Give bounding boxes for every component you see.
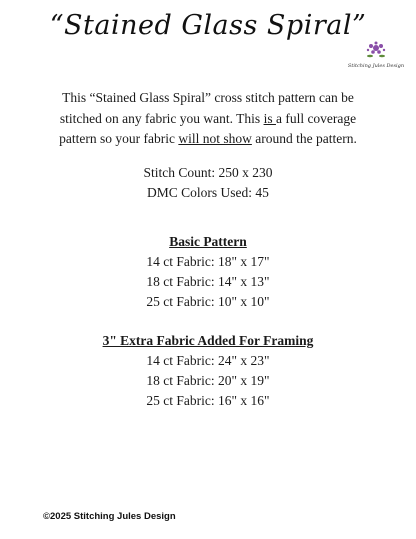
section-heading: 3" Extra Fabric Added For Framing bbox=[102, 333, 314, 348]
stitch-count: Stitch Count: 250 x 230 bbox=[143, 165, 273, 180]
intro-line-2 bbox=[20, 109, 396, 130]
intro-text: stitched on any fabric you want. This bbox=[59, 110, 264, 126]
fabric-size-row: 25 ct Fabric: 10" x 10" bbox=[146, 294, 270, 309]
intro-line-1: This “Stained Glass Spiral” cross stitch pattern can be bbox=[62, 90, 354, 105]
extra-fabric-section bbox=[0, 331, 416, 411]
intro-text: pattern so your fabric bbox=[59, 131, 179, 146]
intro-text: around the pattern. bbox=[251, 131, 357, 146]
copyright-footer: ©2025 Stitching Jules Design bbox=[43, 511, 176, 522]
intro-line-3 bbox=[20, 129, 396, 150]
intro-underlined-text: will not show bbox=[178, 131, 252, 146]
fabric-size-row: 14 ct Fabric: 18" x 17" bbox=[146, 254, 270, 269]
fabric-size-row: 18 ct Fabric: 20" x 19" bbox=[146, 373, 270, 388]
pattern-stats bbox=[0, 163, 416, 203]
logo-text: Stitching Jules Design bbox=[347, 63, 405, 69]
page-title: “Stained Glass Spiral” bbox=[49, 10, 367, 41]
intro-underlined-text: is bbox=[263, 110, 276, 126]
fabric-size-row: 18 ct Fabric: 14" x 13" bbox=[146, 274, 270, 289]
fabric-size-row: 25 ct Fabric: 16" x 16" bbox=[146, 393, 270, 408]
intro-paragraph bbox=[20, 88, 396, 150]
fabric-size-row: 14 ct Fabric: 24" x 23" bbox=[146, 353, 270, 368]
dmc-colors-used: DMC Colors Used: 45 bbox=[147, 185, 269, 200]
floral-logo-icon bbox=[363, 40, 389, 62]
brand-logo bbox=[344, 40, 408, 74]
intro-text: a full coverage bbox=[275, 110, 357, 126]
section-heading: Basic Pattern bbox=[169, 234, 247, 249]
basic-pattern-section bbox=[0, 232, 416, 312]
